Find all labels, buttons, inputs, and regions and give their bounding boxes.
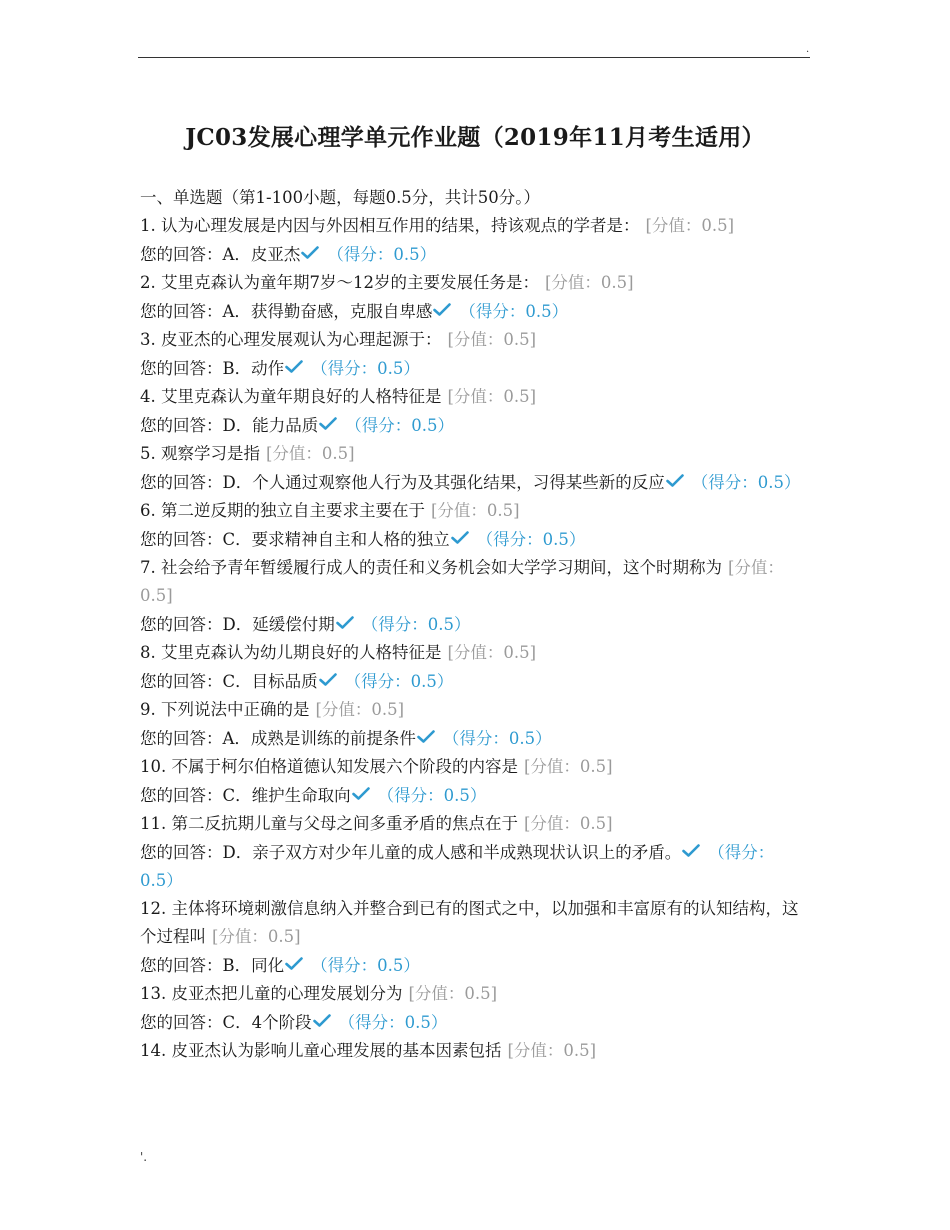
question-text	[140, 810, 808, 838]
question-stem: 13. 皮亚杰把儿童的心理发展划分为	[140, 984, 403, 1003]
earned-score: （得分：0.5）	[345, 416, 454, 435]
earned-score: （得分：0.5）	[361, 615, 471, 634]
question-stem: 1. 认为心理发展是内因与外因相互作用的结果，持该观点的学者是：	[140, 216, 640, 235]
question-stem: 10. 不属于柯尔伯格道德认知发展六个阶段的内容是	[140, 757, 518, 776]
check-icon	[682, 838, 700, 851]
check-icon	[433, 297, 451, 310]
score-value: [分值：0.5]	[544, 273, 634, 292]
check-icon	[319, 411, 337, 424]
earned-score: （得分：0.5）	[377, 786, 487, 805]
earned-score: （得分：0.5）	[344, 672, 454, 691]
answer-line	[140, 240, 808, 269]
answer-line	[140, 411, 808, 440]
earned-score: （得分：0.5）	[459, 302, 569, 321]
score-value: [分值：0.5]	[447, 643, 537, 662]
answer-line	[140, 297, 808, 326]
answer-line	[140, 781, 808, 810]
answer-prefix: 您的回答：	[140, 473, 223, 492]
answer-line	[140, 610, 808, 639]
earned-score: （得分：0.5）	[442, 729, 552, 748]
score-value: [分值：0.5]	[447, 387, 537, 406]
footer-mark: '.	[140, 1150, 148, 1164]
question-text	[140, 440, 808, 468]
question-list	[140, 184, 808, 1065]
answer-line	[140, 468, 808, 497]
check-icon	[352, 781, 370, 794]
question-text	[140, 696, 808, 724]
question-text	[140, 639, 808, 667]
earned-score: （得分：0.5）	[327, 245, 437, 264]
answer-choice: A．获得勤奋感，克服自卑感	[222, 302, 433, 321]
answer-choice: A．成熟是训练的前提条件	[222, 729, 416, 748]
check-icon	[285, 951, 303, 964]
question-stem: 8. 艾里克森认为幼儿期良好的人格特征是	[140, 643, 442, 662]
question-text	[140, 753, 808, 781]
answer-prefix: 您的回答：	[140, 416, 223, 435]
score-value: [分值：0.5]	[315, 700, 405, 719]
question-text	[140, 554, 808, 610]
check-icon	[285, 354, 303, 367]
answer-choice: C．4个阶段	[222, 1013, 312, 1032]
earned-score: （得分：0.5）	[140, 843, 775, 890]
check-icon	[301, 240, 319, 253]
question-stem: 3. 皮亚杰的心理发展观认为心理起源于：	[140, 330, 442, 349]
check-icon	[313, 1008, 331, 1021]
answer-choice: B．动作	[222, 359, 285, 378]
score-value: [分值：0.5]	[408, 984, 498, 1003]
answer-line	[140, 951, 808, 980]
answer-choice: D．延缓偿付期	[222, 615, 335, 634]
answer-prefix: 您的回答：	[140, 843, 223, 862]
question-stem: 7. 社会给予青年暂缓履行成人的责任和义务机会如大学学习期间，这个时期称为	[140, 558, 722, 577]
answer-prefix: 您的回答：	[140, 245, 223, 264]
question-stem: 11. 第二反抗期儿童与父母之间多重矛盾的焦点在于	[140, 814, 518, 833]
question-stem: 12. 主体将环境刺激信息纳入并整合到已有的图式之中，以加强和丰富原有的认知结构，这个过程叫	[140, 899, 799, 946]
check-icon	[666, 468, 684, 481]
answer-choice: D．能力品质	[222, 416, 319, 435]
score-value: [分值：0.5]	[266, 444, 355, 463]
answer-choice: C．目标品质	[222, 672, 318, 691]
answer-prefix: 您的回答：	[140, 302, 223, 321]
answer-choice: C．维护生命取向	[222, 786, 351, 805]
score-value: [分值：0.5]	[212, 927, 301, 946]
earned-score: （得分：0.5）	[338, 1013, 448, 1032]
question-stem: 6. 第二逆反期的独立自主要求主要在于	[140, 501, 425, 520]
score-value: [分值：0.5]	[524, 757, 613, 776]
document-title: JC03发展心理学单元作业题（2019年11月考生适用）	[185, 124, 765, 152]
check-icon	[336, 610, 354, 623]
answer-prefix: 您的回答：	[140, 786, 223, 805]
question-stem: 4. 艾里克森认为童年期良好的人格特征是	[140, 387, 442, 406]
answer-prefix: 您的回答：	[140, 956, 223, 975]
question-text	[140, 980, 808, 1008]
answer-prefix: 您的回答：	[140, 359, 223, 378]
answer-prefix: 您的回答：	[140, 530, 223, 549]
earned-score: （得分：0.5）	[311, 359, 420, 378]
answer-line	[140, 724, 808, 753]
score-value: [分值：0.5]	[431, 501, 520, 520]
answer-line	[140, 525, 808, 554]
score-value: [分值：0.5]	[645, 216, 735, 235]
earned-score: （得分：0.5）	[691, 473, 801, 492]
answer-choice: A．皮亚杰	[222, 245, 301, 264]
answer-choice: C．要求精神自主和人格的独立	[222, 530, 450, 549]
score-value: [分值：0.5]	[507, 1041, 597, 1060]
question-stem: 9. 下列说法中正确的是	[140, 700, 310, 719]
answer-choice: D．个人通过观察他人行为及其强化结果，习得某些新的反应	[222, 473, 665, 492]
answer-prefix: 您的回答：	[140, 1013, 223, 1032]
section-heading: 一、单选题（第1-100小题，每题0.5分，共计50分。）	[140, 188, 541, 207]
answer-prefix: 您的回答：	[140, 672, 223, 691]
question-text	[140, 497, 808, 525]
check-icon	[319, 667, 337, 680]
question-text	[140, 326, 808, 354]
check-icon	[451, 525, 469, 538]
answer-line	[140, 667, 808, 696]
question-text	[140, 895, 808, 951]
question-stem: 2. 艾里克森认为童年期7岁～12岁的主要发展任务是：	[140, 273, 539, 292]
question-stem: 5. 观察学习是指	[140, 444, 260, 463]
header-rule	[138, 57, 810, 58]
question-stem: 14. 皮亚杰认为影响儿童心理发展的基本因素包括	[140, 1041, 502, 1060]
question-text	[140, 1037, 808, 1065]
score-value: [分值：0.5]	[524, 814, 613, 833]
earned-score: （得分：0.5）	[476, 530, 586, 549]
question-text	[140, 269, 808, 297]
answer-line	[140, 354, 808, 383]
answer-prefix: 您的回答：	[140, 615, 223, 634]
earned-score: （得分：0.5）	[311, 956, 420, 975]
score-value: [分值：0.5]	[447, 330, 537, 349]
check-icon	[417, 724, 435, 737]
answer-choice: B．同化	[222, 956, 285, 975]
question-text	[140, 383, 808, 411]
answer-prefix: 您的回答：	[140, 729, 223, 748]
header-mark: .	[806, 44, 810, 55]
score-value: [分值：0.5]	[140, 558, 784, 605]
answer-choice: D．亲子双方对少年儿童的成人感和半成熟现状认识上的矛盾。	[222, 843, 682, 862]
question-text	[140, 212, 808, 240]
answer-line	[140, 1008, 808, 1037]
answer-line	[140, 838, 808, 895]
